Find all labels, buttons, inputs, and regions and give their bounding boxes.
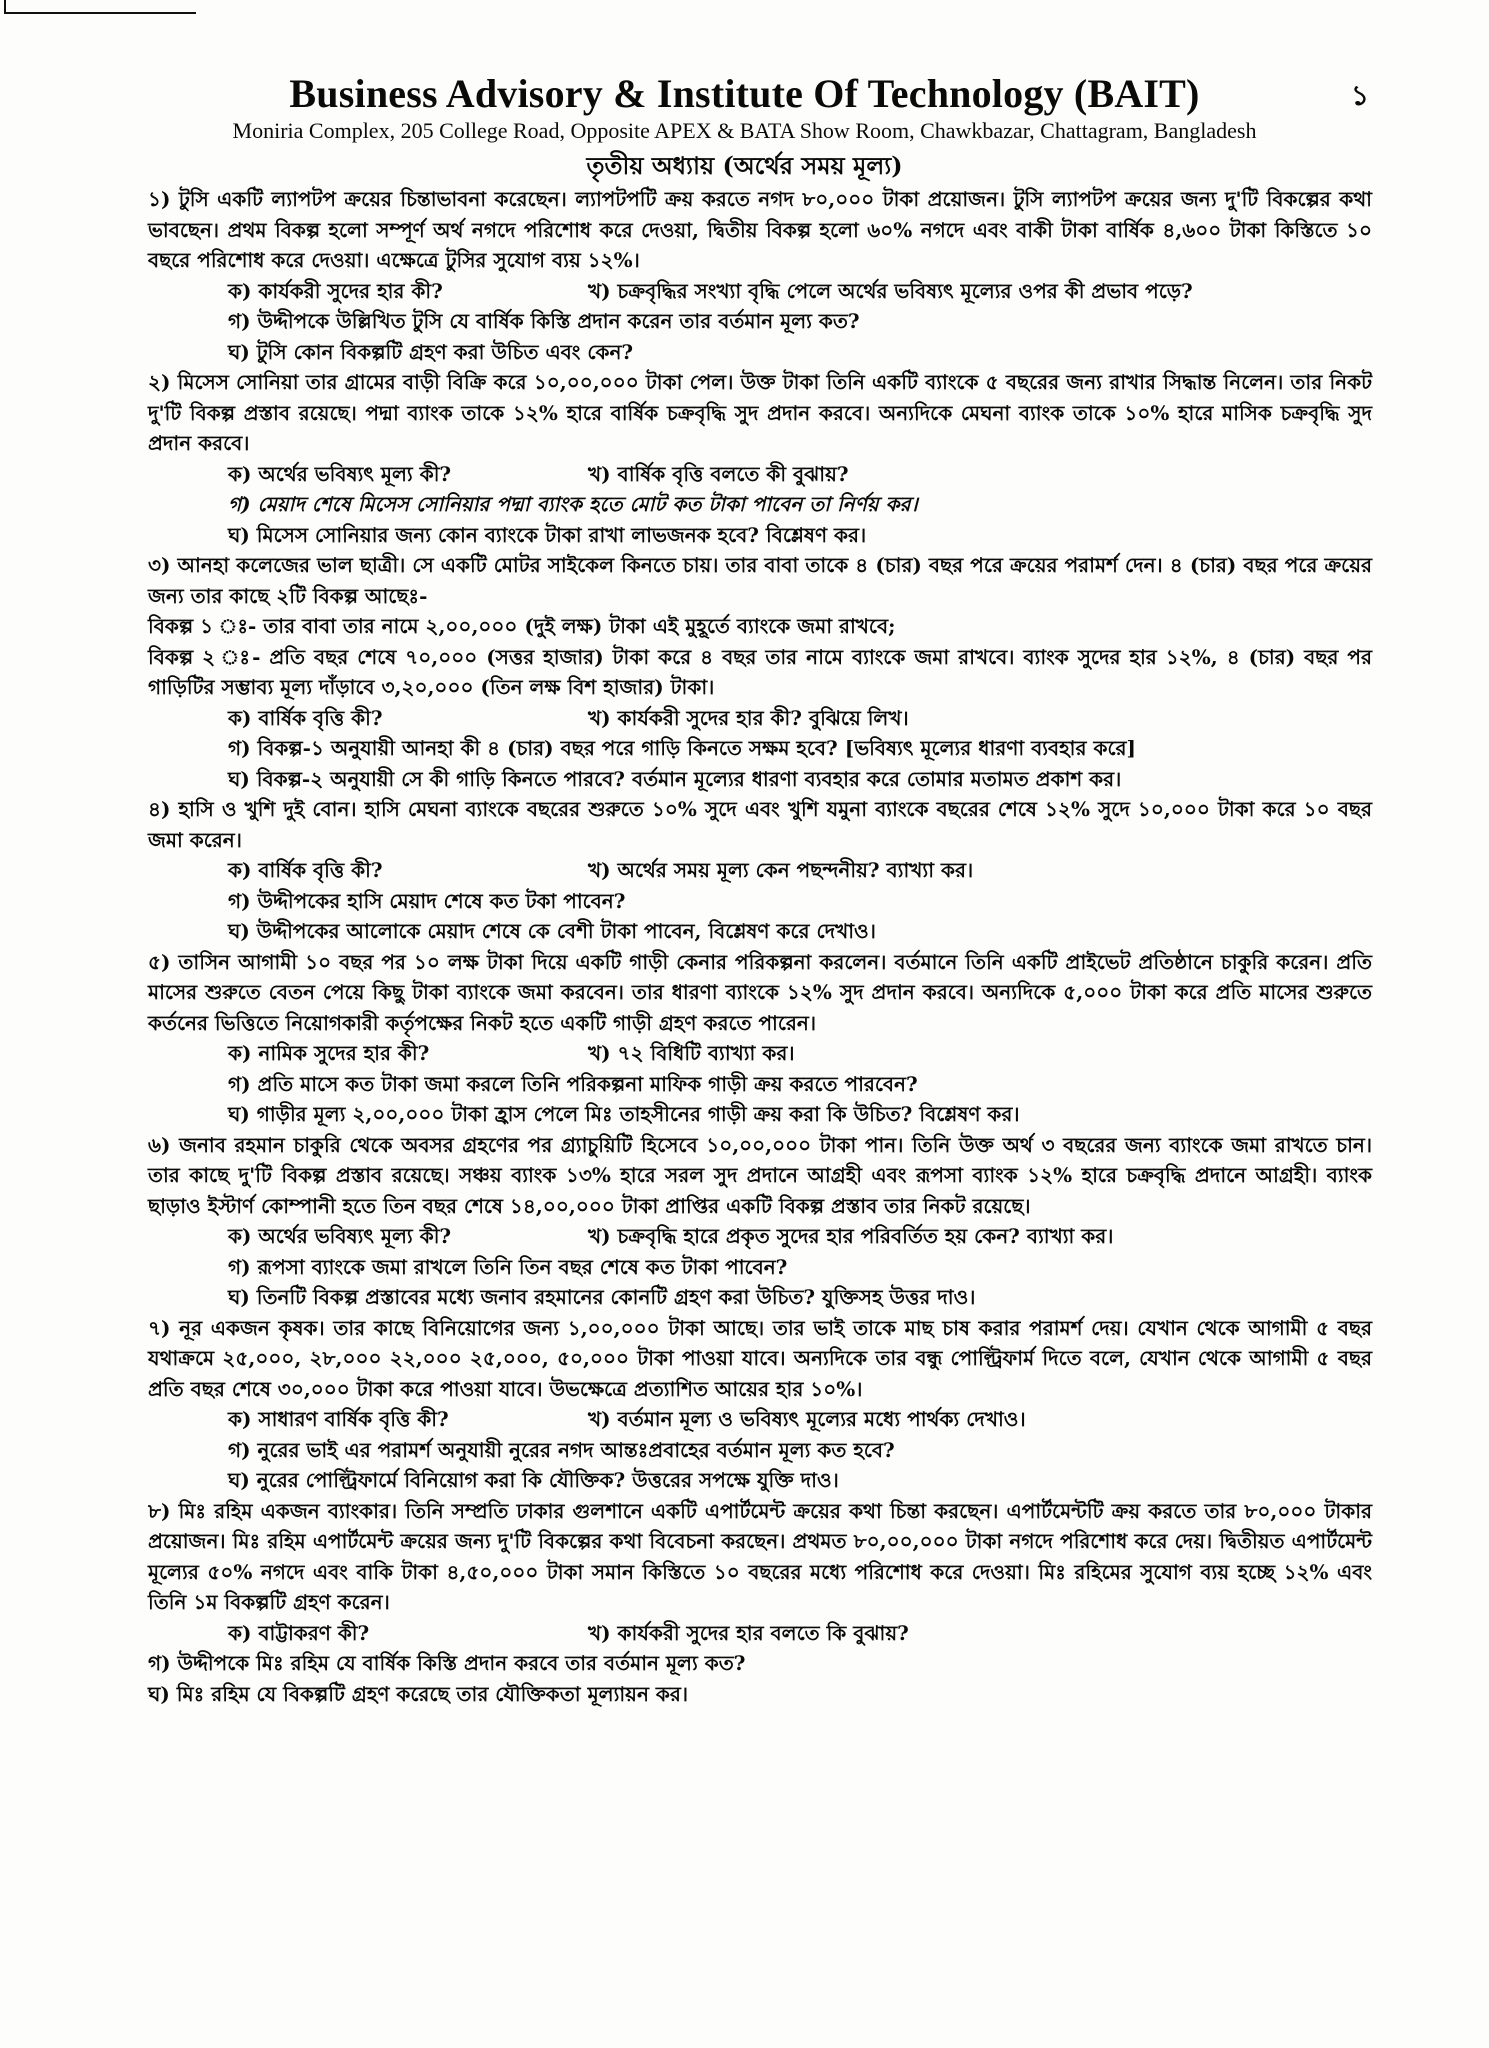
sub-question-kh: খ) চক্রবৃদ্ধি হারে প্রকৃত সুদের হার পরিবর্তিত হয় কেন? ব্যাখ্যা কর। (588, 1224, 1114, 1248)
sub-question-gh: ঘ) মিসেস সোনিয়ার জন্য কোন ব্যাংকে টাকা রাখা লাভজনক হবে? বিশ্লেষণ কর। (228, 522, 867, 547)
sub-pair (228, 1404, 1372, 1435)
question-stem: ১) টুসি একটি ল্যাপটপ ক্রয়ের চিন্তাভাবনা করেছেন। ল্যাপটপটি ক্রয় করতে নগদ ৮০,০০০ টাকা প্রয়োজন। টুসি ল্যাপটপ ক্রয়ের জন্য দু'টি বিকল্পের কথা ভাবছেন। প্রথম বিকল্প হলো সম্পূর্ণ অর্থ নগদে পরিশোধ করে দেওয়া, দ্বিতীয় বিকল্প হলো ৬০% নগদে এবং বাকী টাকা বার্ষিক ৪,৬০০ টাকা কিস্তিতে ১০ বছরে পরিশোধ করে দেওয়া। এক্ষেত্রে টুসির সুযোগ ব্যয় ১২%। (148, 187, 1372, 272)
question-stem: ৮) মিঃ রহিম একজন ব্যাংকার। তিনি সম্প্রতি ঢাকার গুলশানে একটি এপার্টমেন্ট ক্রয়ের কথা চিন্তা করছেন। এপার্টমেন্টটি ক্রয় করতে তার ৮০,০০০ টাকার প্রয়োজন। মিঃ রহিম এপার্টমেন্ট ক্রয়ের জন্য দু'টি বিকল্পের কথা বিবেচনা করছেন। প্রথমত ৮০,০০,০০০ টাকা নগদে পরিশোধ করে দেয়। দ্বিতীয়ত এপার্টমেন্ট মূল্যের ৫০% নগদে এবং বাকি টাকা ৪,৫০,০০০ টাকা সমান কিস্তিতে ১০ বছরের মধ্যে পরিশোধ করে দেওয়া। মিঃ রহিমের সুযোগ ব্যয় হচ্ছে ১২% এবং তিনি ১ম বিকল্পটি গ্রহণ করেন। (148, 1498, 1372, 1614)
sub-question-g: গ) উদ্দীপকে মিঃ রহিম যে বার্ষিক কিস্তি প্রদান করবে তার বর্তমান মূল্য কত? (148, 1651, 746, 1675)
question-1 (148, 184, 1372, 367)
page-number: ১ (1350, 79, 1369, 112)
sub-question-k: ক) অর্থের ভবিষ্যৎ মূল্য কী? (228, 461, 452, 486)
sub-question-gh: ঘ) বিকল্প-২ অনুযায়ী সে কী গাড়ি কিনতে পারবে? বর্তমান মূল্যের ধারণা ব্যবহার করে তোমার মতামত প্রকাশ কর। (228, 766, 1122, 791)
question-3 (148, 550, 1372, 794)
sub-question-gh: ঘ) নুরের পোল্ট্রিফার্মে বিনিয়োগ করা কি যৌক্তিক? উত্তরের সপক্ষে যুক্তি দাও। (228, 1468, 839, 1492)
sub-question-gh: ঘ) উদ্দীপকের আলোকে মেয়াদ শেষে কে বেশী টাকা পাবেন, বিশ্লেষণ করে দেখাও। (228, 919, 876, 943)
sub-question-g: গ) রূপসা ব্যাংকে জমা রাখলে তিনি তিন বছর শেষে কত টাকা পাবেন? (228, 1254, 788, 1279)
question-4 (148, 794, 1372, 947)
sub-question-kh: খ) চক্রবৃদ্ধির সংখ্যা বৃদ্ধি পেলে অর্থের ভবিষ্যৎ মূল্যের ওপর কী প্রভাব পড়ে? (588, 278, 1193, 303)
question-6 (148, 1130, 1372, 1313)
question-stem: ৬) জনাব রহমান চাকুরি থেকে অবসর গ্রহণের পর গ্র্যাচুয়িটি হিসেবে ১০,০০,০০০ টাকা পান। তিনি উক্ত অর্থ ৩ বছরের জন্য ব্যাংকে জমা রাখতে চান। তার কাছে দু'টি বিকল্প প্রস্তাব রয়েছে। সঞ্চয় ব্যাংক ১৩% হারে সরল সুদ প্রদানে আগ্রহী এবং রূপসা ব্যাংক ১২% হারে চক্রবৃদ্ধি প্রদানে আগ্রহী। ব্যাংক ছাড়াও ইস্টার্ণ কোম্পানী হতে তিন বছর শেষে ১৪,০০,০০০ টাকা প্রাপ্তির একটি বিকল্প প্রস্তাব তার নিকট রয়েছে। (148, 1132, 1372, 1218)
sub-question-kh: খ) ৭২ বিধিটি ব্যাখ্যা কর। (588, 1041, 795, 1065)
sub-question-kh: খ) অর্থের সময় মূল্য কেন পছন্দনীয়? ব্যাখ্যা কর। (588, 858, 974, 882)
sub-question-kh: খ) বার্ষিক বৃত্তি বলতে কী বুঝায়? (588, 461, 849, 486)
institute-address: Moniria Complex, 205 College Road, Opposite APEX & BATA Show Room, Chawkbazar, Chattagram, Bangladesh (232, 118, 1257, 143)
sub-question-g: গ) প্রতি মাসে কত টাকা জমা করলে তিনি পরিকল্পনা মাফিক গাড়ী ক্রয় করতে পারবেন? (228, 1071, 918, 1096)
question-8 (148, 1496, 1372, 1710)
option-2: বিকল্প ২ ঃ- প্রতি বছর শেষে ৭০,০০০ (সত্তর হাজার) টাকা করে ৪ বছর তার নামে ব্যাংকে জমা রাখবে। ব্যাংক সুদের হার ১২%, ৪ (চার) বছর পর গাড়িটির সম্ভাব্য মূল্য দাঁড়াবে ৩,২০,০০০ (তিন লক্ষ বিশ হাজার) টাকা। (148, 644, 1372, 699)
question-stem: ৩) আনহা কলেজের ভাল ছাত্রী। সে একটি মোটর সাইকেল কিনতে চায়। তার বাবা তাকে ৪ (চার) বছর পরে ক্রয়ের পরামর্শ দেন। ৪ (চার) বছর পরে ক্রয়ের জন্য তার কাছে ২টি বিকল্প আছেঃ- (148, 553, 1372, 608)
sub-pair (228, 276, 1372, 307)
sub-pair (228, 459, 1372, 490)
sub-question-kh: খ) কার্যকরী সুদের হার বলতে কি বুঝায়? (588, 1620, 909, 1645)
sub-question-gh: ঘ) গাড়ীর মূল্য ২,০০,০০০ টাকা হ্রাস পেলে মিঃ তাহসীনের গাড়ী ক্রয় করা কি উচিত? বিশ্লেষণ কর। (228, 1102, 1020, 1126)
question-7 (148, 1313, 1372, 1496)
question-2 (148, 367, 1372, 550)
sub-question-g: গ) নুরের ভাই এর পরামর্শ অনুযায়ী নুরের নগদ আন্তঃপ্রবাহের বর্তমান মূল্য কত হবে? (228, 1437, 895, 1462)
chapter-title: তৃতীয় অধ্যায় (অর্থের সময় মূল্য) (586, 151, 903, 180)
sub-question-k: ক) বার্ষিক বৃত্তি কী? (228, 858, 383, 882)
sub-question-g: গ) মেয়াদ শেষে মিসেস সোনিয়ার পদ্মা ব্যাংক হতে মোট কত টাকা পাবেন তা নির্ণয় কর। (228, 492, 918, 516)
sub-question-gh: ঘ) মিঃ রহিম যে বিকল্পটি গ্রহণ করেছে তার যৌক্তিকতা মূল্যায়ন কর। (148, 1681, 689, 1706)
institute-title: Business Advisory & Institute Of Technology (BAIT) (289, 71, 1200, 116)
sub-question-k: ক) সাধারণ বার্ষিক বৃত্তি কী? (228, 1407, 449, 1431)
question-stem: ৫) তাসিন আগামী ১০ বছর পর ১০ লক্ষ টাকা দিয়ে একটি গাড়ী কেনার পরিকল্পনা করলেন। বর্তমানে তিনি একটি প্রাইভেট প্রতিষ্ঠানে চাকুরি করেন। প্রতি মাসের শুরুতে বেতন পেয়ে কিছু টাকা ব্যাংকে জমা করবেন। তার ধারণা ব্যাংকে ১২% সুদ প্রদান করবে। অন্যদিকে ৫,০০০ টাকা করে প্রতি মাসের শুরুতে কর্তনের ভিত্তিতে নিয়োগকারী কর্তৃপক্ষের নিকট হতে একটি গাড়ী গ্রহণ করতে পারেন। (148, 949, 1372, 1035)
sub-question-kh: খ) বর্তমান মূল্য ও ভবিষ্যৎ মূল্যের মধ্যে পার্থক্য দেখাও। (588, 1407, 1026, 1431)
sub-question-k: ক) কার্যকরী সুদের হার কী? (228, 278, 443, 303)
sub-question-g: গ) উদ্দীপকে উল্লিখিত টুসি যে বার্ষিক কিস্তি প্রদান করেন তার বর্তমান মূল্য কত? (228, 309, 860, 333)
question-list (148, 184, 1372, 1709)
sub-question-kh: খ) কার্যকরী সুদের হার কী? বুঝিয়ে লিখ। (588, 705, 909, 730)
sub-question-k: ক) নামিক সুদের হার কী? (228, 1041, 430, 1065)
scan-corner-mark (4, 0, 196, 14)
sub-question-g: গ) বিকল্প-১ অনুযায়ী আনহা কী ৪ (চার) বছর পরে গাড়ি কিনতে সক্ষম হবে? [ভবিষ্যৎ মূল্যের ধারণা ব্যবহার করে] (228, 736, 1136, 760)
question-stem: ৭) নূর একজন কৃষক। তার কাছে বিনিয়োগের জন্য ১,০০,০০০ টাকা আছে। তার ভাই তাকে মাছ চাষ করার পরামর্শ দেয়। যেখান থেকে আগামী ৫ বছর যথাক্রমে ২৫,০০০, ২৮,০০০ ২২,০০০ ২৫,০০০, ৫০,০০০ টাকা পাওয়া যাবে। অন্যদিকে তার বন্ধু পোল্ট্রিফার্ম দিতে বলে, যেখান থেকে আগামী ৫ বছর প্রতি বছর শেষে ৩০,০০০ টাকা করে পাওয়া যাবে। উভক্ষেত্রে প্রত্যাশিত আয়ের হার ১০%। (148, 1315, 1372, 1401)
sub-pair (228, 1221, 1372, 1252)
sub-question-k: ক) অর্থের ভবিষ্যৎ মূল্য কী? (228, 1224, 452, 1248)
sub-pair (228, 1038, 1372, 1069)
sub-question-k: ক) বাট্টাকরণ কী? (228, 1620, 370, 1645)
sub-question-g: গ) উদ্দীপকের হাসি মেয়াদ শেষে কত টকা পাবেন? (228, 888, 626, 913)
sub-pair (228, 1618, 1372, 1649)
sub-question-gh: ঘ) টুসি কোন বিকল্পটি গ্রহণ করা উচিত এবং কেন? (228, 339, 634, 364)
question-5 (148, 947, 1372, 1130)
sub-question-k: ক) বার্ষিক বৃত্তি কী? (228, 705, 383, 730)
option-1: বিকল্প ১ ঃ- তার বাবা তার নামে ২,০০,০০০ (দুই লক্ষ) টাকা এই মুহূর্তে ব্যাংকে জমা রাখবে; (148, 614, 896, 638)
sub-pair (228, 703, 1372, 734)
question-stem: ৪) হাসি ও খুশি দুই বোন। হাসি মেঘনা ব্যাংকে বছরের শুরুতে ১০% সুদে এবং খুশি যমুনা ব্যাংকে বছরের শেষে ১২% সুদে ১০,০০০ টাকা করে ১০ বছর জমা করেন। (148, 797, 1372, 852)
sub-pair (228, 855, 1372, 886)
question-stem: ২) মিসেস সোনিয়া তার গ্রামের বাড়ী বিক্রি করে ১০,০০,০০০ টাকা পেল। উক্ত টাকা তিনি একটি ব্যাংকে ৫ বছরের জন্য রাখার সিদ্ধান্ত নিলেন। তার নিকট দু'টি বিকল্প প্রস্তাব রয়েছে। পদ্মা ব্যাংক তাকে ১২% হারে বার্ষিক চক্রবৃদ্ধি সুদ প্রদান করবে। অন্যদিকে মেঘনা ব্যাংক তাকে ১০% হারে মাসিক চক্রবৃদ্ধি সুদ প্রদান করবে। (148, 370, 1372, 455)
sub-question-gh: ঘ) তিনটি বিকল্প প্রস্তাবের মধ্যে জনাব রহমানের কোনটি গ্রহণ করা উচিত? যুক্তিসহ উত্তর দাও। (228, 1285, 976, 1309)
